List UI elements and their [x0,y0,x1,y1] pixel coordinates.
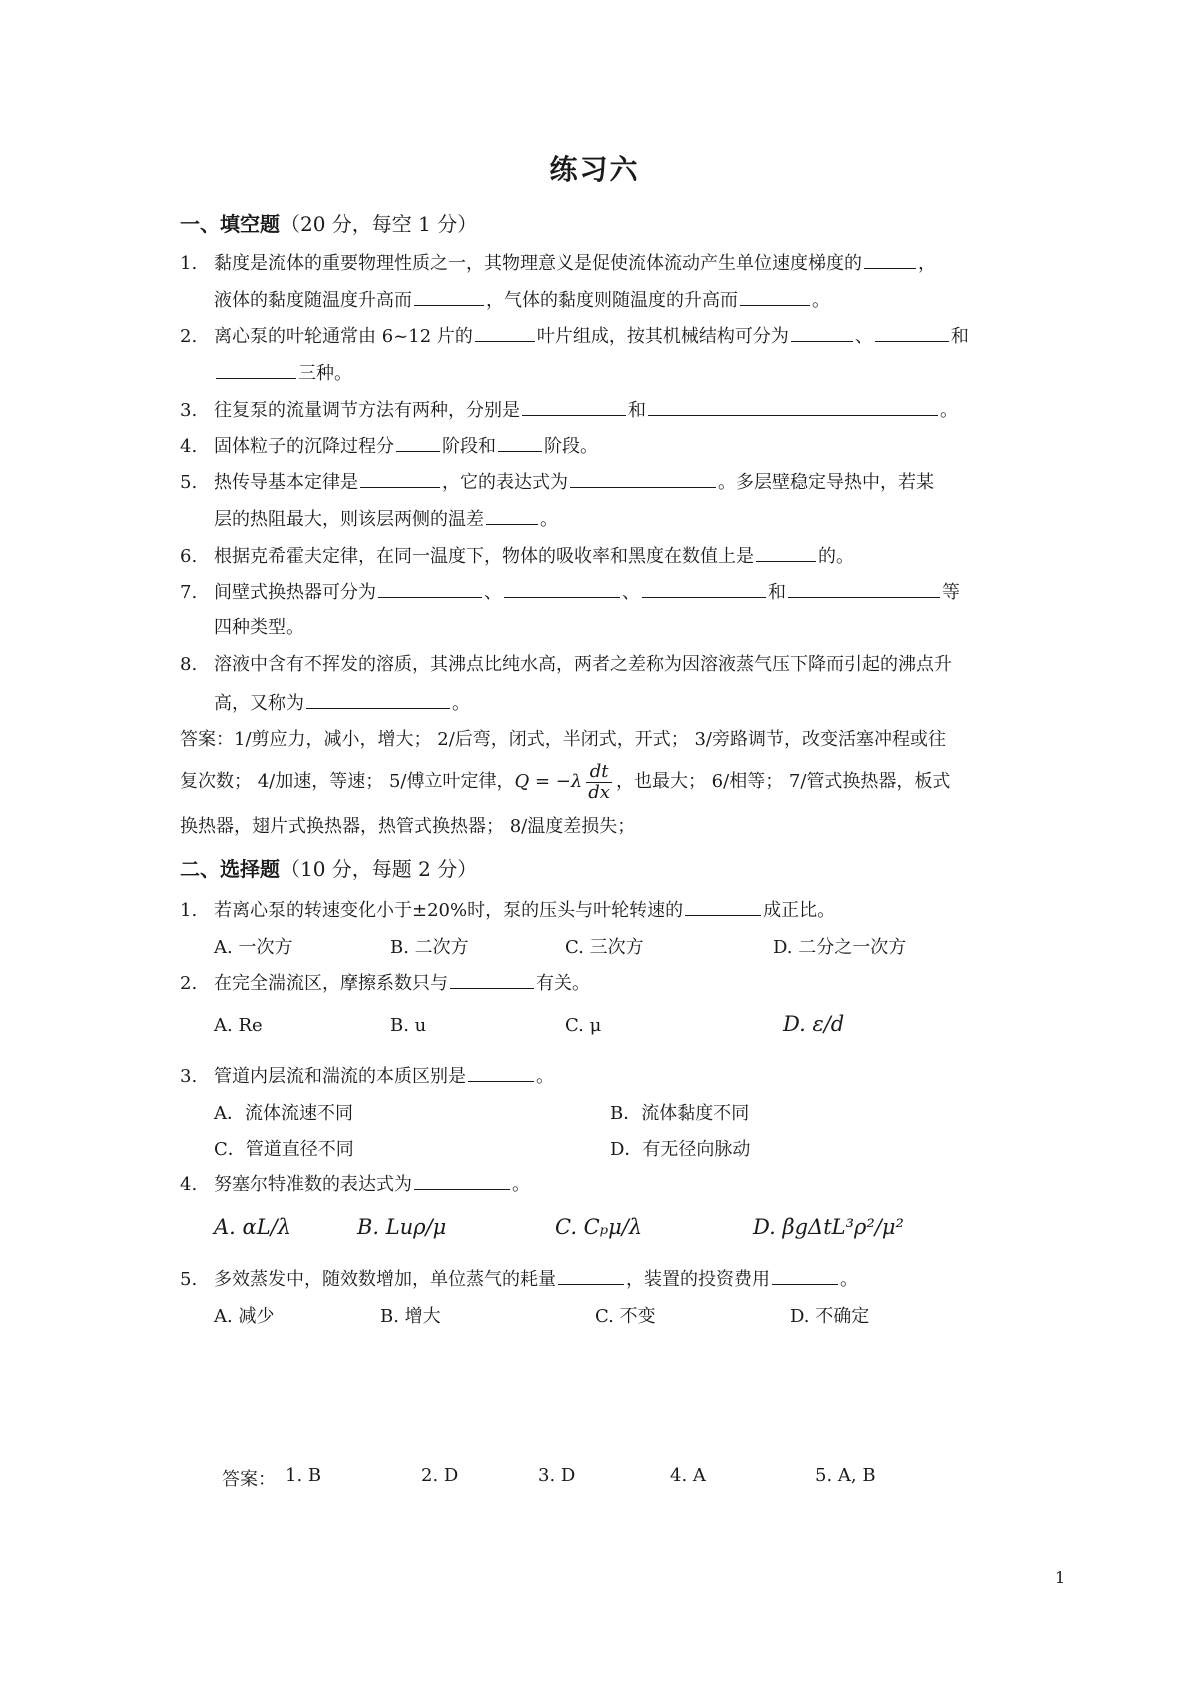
answer-blank[interactable] [791,323,853,342]
mc-q4-option-b[interactable]: B. Luρ/μ [357,1215,447,1239]
answer-blank[interactable] [486,506,538,525]
answer-blank[interactable] [475,323,535,342]
mc-q2-option-d[interactable]: D. ε/d [783,1012,845,1036]
answer-blank[interactable] [468,1063,534,1082]
fill-q5-line2: 层的热阻最大，则该层两侧的温差 。 [214,506,558,532]
answer-blank[interactable] [788,579,940,598]
section-2-answer-1: 1. B [285,1465,322,1486]
mc-q2-option-a[interactable]: A. Re [214,1015,263,1036]
mc-q1-option-a[interactable]: A. 一次方 [214,937,293,958]
answer-blank[interactable] [414,287,484,306]
answer-blank[interactable] [396,433,440,452]
answer-blank[interactable] [306,690,450,709]
section-2-answer-4: 4. A [670,1465,706,1486]
fill-q7-line2: 四种类型。 [214,617,304,638]
answer-blank[interactable] [360,469,440,488]
fill-q4: 4. 固体粒子的沉降过程分 阶段和 阶段。 [180,433,598,459]
section-1-answer-line1: 答案：1/剪应力，减小，增大； 2/后弯，闭式，半闭式，开式； 3/旁路调节，改变活塞冲程或往 [180,729,946,750]
fill-q5-line1: 5. 热传导基本定律是 ，它的表达式为 。多层壁稳定导热中，若某 [180,469,934,495]
mc-q3-option-d[interactable]: D．有无径向脉动 [610,1139,751,1160]
section-2-answer-5: 5. A, B [815,1465,876,1486]
section-1-score: （20 分，每空 1 分） [280,212,478,236]
mc-q3-stem: 3. 管道内层流和湍流的本质区别是 。 [180,1063,554,1089]
answer-blank[interactable] [685,897,761,916]
fill-q2-line1: 2. 离心泵的叶轮通常由 6~12 片的 叶片组成，按其机械结构可分为 、 和 [180,323,969,349]
answer-blank[interactable] [450,970,534,989]
mc-q1-option-d[interactable]: D. 二分之一次方 [773,937,907,958]
mc-q1-option-c[interactable]: C. 三次方 [565,937,644,958]
answer-blank[interactable] [414,1171,510,1190]
answer-blank[interactable] [648,397,938,416]
mc-q4-option-a[interactable]: A. αL/λ [214,1215,292,1239]
answer-blank[interactable] [740,287,810,306]
fill-q6: 6. 根据克希霍夫定律，在同一温度下，物体的吸收率和黑度在数值上是 的。 [180,543,854,569]
mc-q4-stem: 4. 努塞尔特准数的表达式为 。 [180,1171,530,1197]
section-2-heading [180,853,477,882]
mc-q1-option-b[interactable]: B. 二次方 [390,937,469,958]
section-2-title: 二、选择题 [180,857,280,881]
fill-q8-line2: 高，又称为 。 [214,690,470,716]
formula-fraction: $\frac{dt}{dx}$ [588,760,610,803]
fill-q8-line1: 8. 溶液中含有不挥发的溶质，其沸点比纯水高，两者之差称为因溶液蒸气压下降而引起的沸点升 [180,654,952,675]
section-2-score: （10 分，每题 2 分） [280,857,478,881]
fill-q1-line1: 1. 黏度是流体的重要物理性质之一，其物理意义是促使流体流动产生单位速度梯度的 ， [180,250,936,276]
section-2-answer-3: 3. D [538,1465,576,1486]
answer-blank[interactable] [756,543,816,562]
section-1-title: 一、填空题 [180,212,280,236]
mc-q4-option-d[interactable]: D. βgΔtL³ρ²/μ² [753,1215,904,1239]
mc-q5-option-c[interactable]: C. 不变 [595,1306,656,1327]
mc-q2-option-c[interactable]: C. μ [565,1015,602,1036]
answer-blank[interactable] [875,323,949,342]
mc-q5-stem: 5. 多效蒸发中，随效数增加，单位蒸气的耗量 ，装置的投资费用 。 [180,1266,858,1292]
answer-blank[interactable] [216,360,296,379]
answer-blank[interactable] [498,433,542,452]
page-title: 练习六 [549,153,640,186]
mc-q2-stem: 2. 在完全湍流区，摩擦系数只与 有关。 [180,970,590,996]
mc-q1-stem: 1. 若离心泵的转速变化小于±20%时，泵的压头与叶轮转速的 成正比。 [180,897,835,923]
answer-blank[interactable] [864,250,916,269]
mc-q2-option-b[interactable]: B. u [390,1015,427,1036]
answer-blank[interactable] [504,579,620,598]
mc-q3-option-a[interactable]: A．流体流速不同 [214,1103,353,1124]
mc-q3-option-b[interactable]: B．流体黏度不同 [610,1103,750,1124]
section-2-answer-2: 2. D [421,1465,459,1486]
section-1-answer-line3: 换热器，翅片式换热器，热管式换热器； 8/温度差损失； [180,816,636,837]
answer-blank[interactable] [522,397,626,416]
answer-blank[interactable] [642,579,766,598]
fourier-formula: Q = −λ [514,771,583,792]
mc-q5-option-b[interactable]: B. 增大 [380,1306,441,1327]
mc-q3-option-c[interactable]: C．管道直径不同 [214,1139,354,1160]
section-1-answer-line2: 复次数； 4/加速，等速； 5/傅立叶定律，Q = −λ $\frac{dt}{dx}$ ，也最大； 6/相等； 7/管式换热器，板式 [180,760,951,803]
fill-q2-line2: 三种。 [214,360,352,386]
mc-q5-option-a[interactable]: A. 减少 [214,1306,275,1327]
answer-blank[interactable] [378,579,482,598]
section-1-heading [180,208,477,237]
answer-blank[interactable] [570,469,716,488]
fill-q1-line2: 液体的黏度随温度升高而 ，气体的黏度则随温度的升高而 。 [214,287,830,313]
answer-blank[interactable] [558,1266,624,1285]
mc-q5-option-d[interactable]: D. 不确定 [790,1306,870,1327]
section-2-answer-label: 答案： [222,1469,276,1490]
mc-q4-option-c[interactable]: C. Cₚμ/λ [555,1215,643,1239]
fill-q7-line1: 7. 间壁式换热器可分为 、 、 和 等 [180,579,960,605]
fill-q3: 3. 往复泵的流量调节方法有两种，分别是 和 。 [180,397,958,423]
answer-blank[interactable] [772,1266,838,1285]
page-number: 1 [1055,1568,1066,1587]
